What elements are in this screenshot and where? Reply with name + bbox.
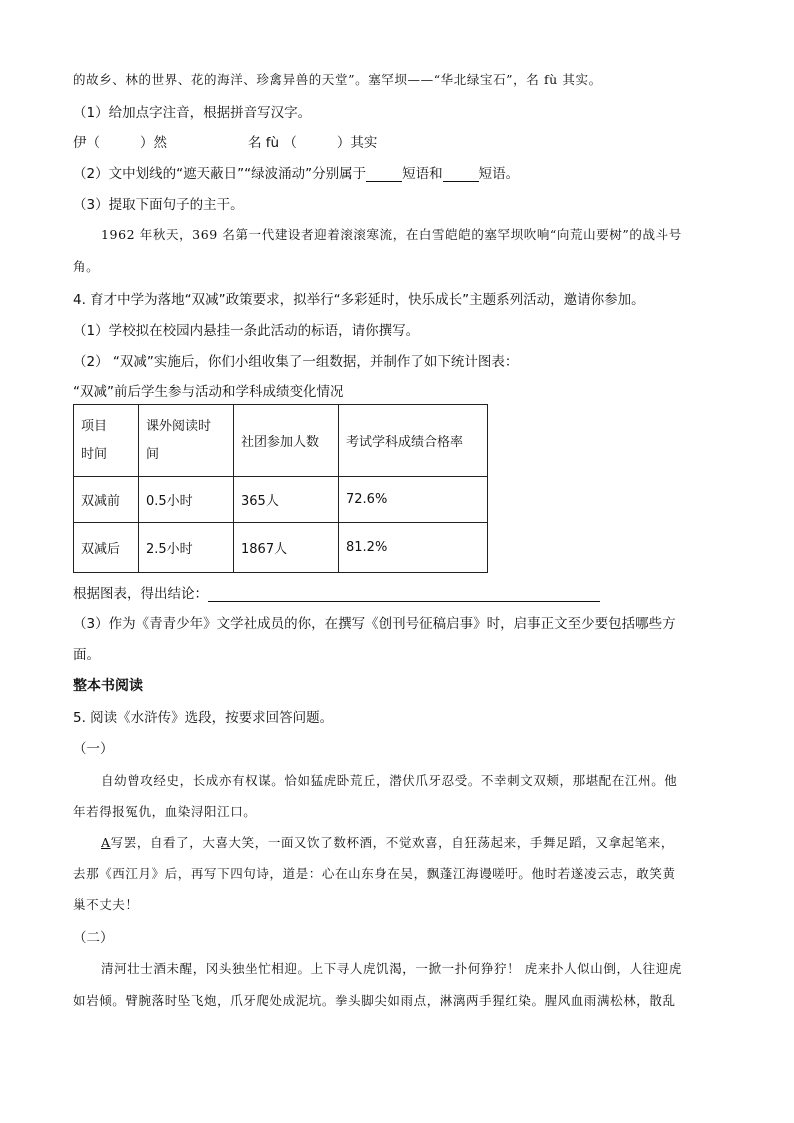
q3-sub2-blank-1[interactable] bbox=[366, 167, 402, 182]
q3-ming-fill bbox=[248, 131, 377, 151]
q5-part1: （一） bbox=[73, 741, 114, 757]
q5-poem1-line1: 自幼曾攻经史，长成亦有权谋。恰如猛虎卧荒丘，潜伏爪牙忍受。不幸刺文双颊，那堪配在江州。他 bbox=[101, 773, 678, 788]
row2-time: 双减后 bbox=[74, 523, 139, 573]
row1-reading: 0.5小时 bbox=[139, 477, 234, 523]
blank-a-marker: A bbox=[101, 835, 111, 850]
q5-stem: 5. 阅读《水浒传》选段，按要求回答问题。 bbox=[73, 710, 334, 726]
header-reading-line1: 课外阅读时 bbox=[146, 418, 212, 434]
q5-poem2-line2: 如岩倾。臂腕落时坠飞炮，爪牙爬处成泥坑。拳头脚尖如雨点，淋漓两手猩红染。腥风血雨满松林，散乱 bbox=[73, 993, 676, 1008]
q5-part2: （二） bbox=[73, 930, 114, 946]
q4-sub3-line2: 面。 bbox=[73, 647, 100, 663]
q3-sub2-text-a: （2）文中划线的“遮天蔽日”“绿波涌动”分别属于 bbox=[73, 166, 367, 182]
q3-sub1: （1）给加点字注音，根据拼音写汉字。 bbox=[73, 105, 312, 121]
conclusion-blank[interactable] bbox=[208, 587, 600, 602]
q3-sub2 bbox=[73, 162, 519, 182]
header-reading-cell bbox=[139, 405, 234, 477]
q5-para-text1: 写罢，自看了，大喜大笑，一面又饮了数杯酒，不觉欢喜，自狂荡起来，手舞足蹈，又拿起笔来， bbox=[110, 835, 674, 850]
q3-ming-end: ）其实 bbox=[336, 135, 378, 151]
conclusion-label: 根据图表，得出结论： bbox=[73, 586, 208, 602]
q4-sub2: （2） “双减”实施后，你们小组收集了一组数据，并制作了如下统计图表： bbox=[73, 354, 519, 370]
header-club: 社团参加人数 bbox=[234, 405, 339, 477]
q4-sub1: （1）学校拟在校园内悬挂一条此活动的标语，请你撰写。 bbox=[73, 323, 420, 339]
q3-sub3: （3）提取下面句子的主干。 bbox=[73, 197, 244, 213]
q4-conclusion bbox=[73, 582, 600, 602]
q4-table-title: “双减”前后学生参与活动和学科成绩变化情况 bbox=[73, 384, 344, 400]
q3-yi-end: ）然 bbox=[140, 135, 167, 151]
row2-club: 1867人 bbox=[234, 523, 339, 573]
table-header-row bbox=[74, 405, 488, 477]
q3-sub2-blank-2[interactable] bbox=[443, 167, 479, 182]
q5-para-line1 bbox=[101, 833, 674, 851]
stats-table bbox=[73, 404, 488, 573]
q3-sub1-fill-row bbox=[73, 131, 167, 151]
q5-para-line3: 巢不丈夫！ bbox=[73, 897, 139, 912]
header-item-time-cell bbox=[74, 405, 139, 477]
q3-sub2-text-b: 短语和 bbox=[402, 166, 443, 182]
q3-sentence-line2: 角。 bbox=[73, 259, 100, 274]
q4-sub3-line1: （3）作为《青青少年》文学社成员的你，在撰写《创刊号征稿启事》时，启事正文至少要包括哪些方 bbox=[73, 616, 676, 632]
section-title: 整本书阅读 bbox=[73, 678, 143, 694]
q5-para-line2: 去那《西江月》后，再写下四句诗，道是：心在山东身在吴，飘蓬江海谩嗟吁。他时若遂凌云志，敢笑黄 bbox=[73, 866, 676, 881]
q3-ming-label: 名 fù （ bbox=[248, 135, 297, 151]
table-row bbox=[74, 477, 488, 523]
q4-stem: 4. 育才中学为落地“双减”政策要求，拟举行“多彩延时，快乐成长”主题系列活动，邀请你参加。 bbox=[73, 292, 645, 308]
q3-yi-label: 伊（ bbox=[73, 135, 100, 151]
intro-line: 的故乡、林的世界、花的海洋、珍禽异兽的天堂”。塞罕坝——“华北绿宝石”，名 fù 其实。 bbox=[73, 72, 602, 87]
row1-pass: 72.6% bbox=[339, 477, 488, 523]
header-time: 时间 bbox=[81, 446, 108, 462]
row1-club: 365人 bbox=[234, 477, 339, 523]
row2-reading: 2.5小时 bbox=[139, 523, 234, 573]
q3-sentence-line1: 1962 年秋天，369 名第一代建设者迎着滚滚寒流，在白雪皑皑的塞罕坝吹响“向荒山要树”的战斗号 bbox=[101, 227, 682, 242]
q5-poem2-line1: 清河壮士酒未醒，冈头独坐忙相迎。上下寻人虎饥渴，一掀一扑何狰狞！ 虎来扑人似山倒，人往迎虎 bbox=[101, 961, 682, 976]
q5-poem1-line2: 年若得报冤仇，血染浔阳江口。 bbox=[73, 804, 257, 819]
header-pass: 考试学科成绩合格率 bbox=[339, 405, 488, 477]
row1-time: 双减前 bbox=[74, 477, 139, 523]
header-item: 项目 bbox=[81, 418, 108, 434]
header-reading-line2: 间 bbox=[146, 446, 160, 462]
table-row bbox=[74, 523, 488, 573]
q3-sub2-text-c: 短语。 bbox=[478, 166, 520, 182]
row2-pass: 81.2% bbox=[339, 523, 488, 573]
